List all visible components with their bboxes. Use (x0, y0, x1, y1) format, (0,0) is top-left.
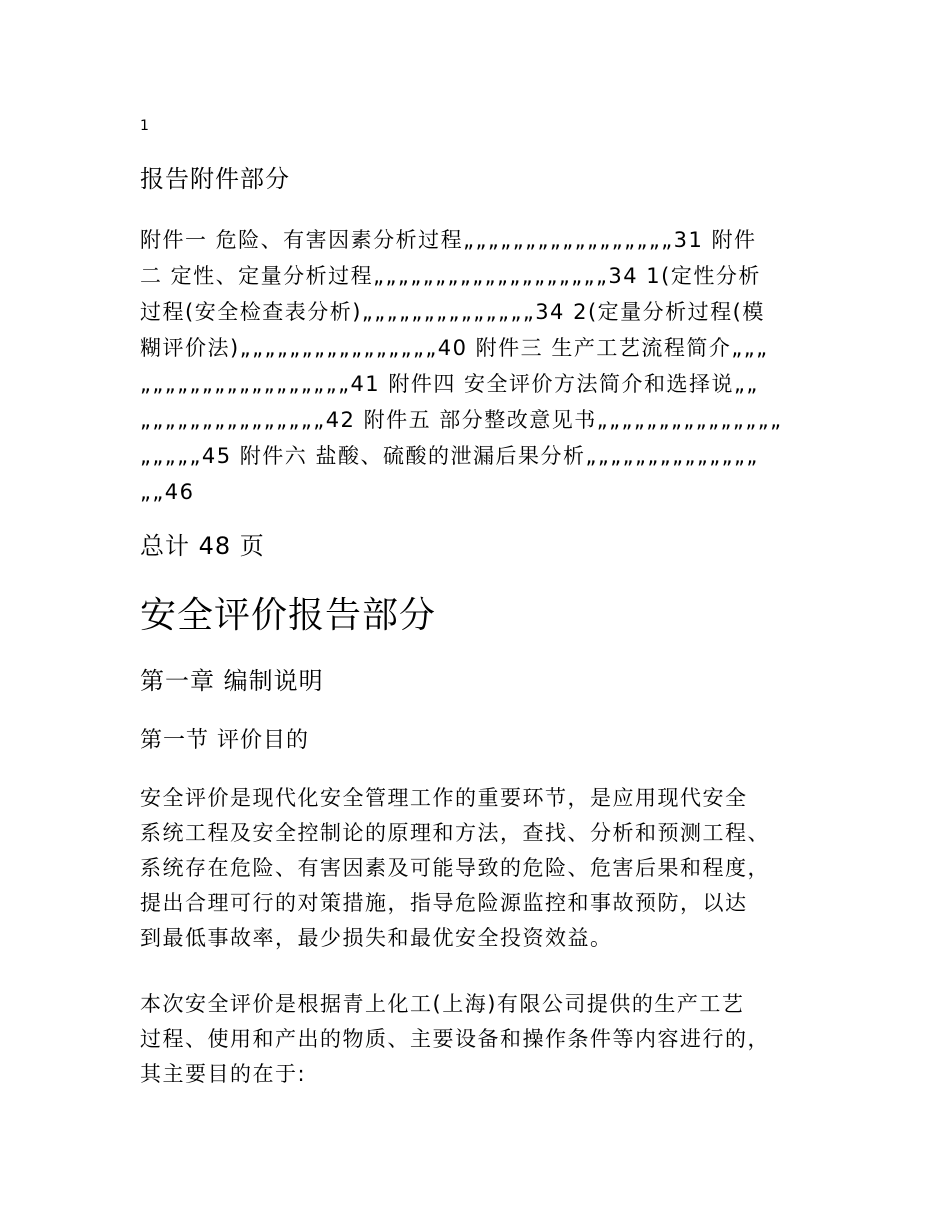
toc-line: 糊评价法)„„„„„„„„„„„„„„„„40 附件三 生产工艺流程简介„„„ (140, 336, 769, 360)
attachment-heading: 报告附件部分 (140, 165, 290, 193)
paragraph-line: 到最低事故率，最少损失和最优安全投资效益。 (140, 926, 613, 950)
toc-line: „„46 (140, 480, 195, 504)
toc-line: „„„„„„„„„„„„„„„„„41 附件四 安全评价方法简介和选择说„„ (140, 372, 759, 396)
paragraph-line: 提出合理可行的对策措施，指导危险源监控和事故预防，以达 (140, 891, 748, 915)
paragraph-line: 其主要目的在于: (140, 1062, 307, 1086)
attachment-toc (140, 222, 810, 510)
main-heading: 安全评价报告部分 (140, 595, 437, 636)
total-pages: 总计 48 页 (140, 532, 265, 560)
paragraph-line: 系统存在危险、有害因素及可能导致的危险、危害后果和程度， (140, 856, 770, 880)
section-heading: 第一节 评价目的 (140, 728, 309, 753)
paragraph-evaluation-basis (140, 987, 830, 1092)
toc-line: 二 定性、定量分析过程„„„„„„„„„„„„„„„„„„„34 1(定性分析 (140, 264, 761, 288)
paragraph-evaluation-purpose (140, 781, 830, 956)
paragraph-line: 安全评价是现代化安全管理工作的重要环节，是应用现代安全 (140, 786, 748, 810)
toc-line: 过程(安全检查表分析)„„„„„„„„„„„„„„34 2(定量分析过程(模 (140, 300, 765, 324)
paragraph-line: 本次安全评价是根据青上化工(上海)有限公司提供的生产工艺 (140, 992, 745, 1016)
toc-line: „„„„„45 附件六 盐酸、硫酸的泄漏后果分析„„„„„„„„„„„„„„ (140, 444, 759, 468)
page-number: 1 (140, 118, 149, 134)
toc-line: 附件一 危险、有害因素分析过程„„„„„„„„„„„„„„„„„31 附件 (140, 228, 757, 252)
paragraph-line: 过程、使用和产出的物质、主要设备和操作条件等内容进行的， (140, 1027, 770, 1051)
paragraph-line: 系统工程及安全控制论的原理和方法，查找、分析和预测工程、 (140, 821, 770, 845)
chapter-heading: 第一章 编制说明 (140, 667, 324, 695)
toc-line: „„„„„„„„„„„„„„„42 附件五 部分整改意见书„„„„„„„„„„„„„„„ (140, 408, 783, 432)
